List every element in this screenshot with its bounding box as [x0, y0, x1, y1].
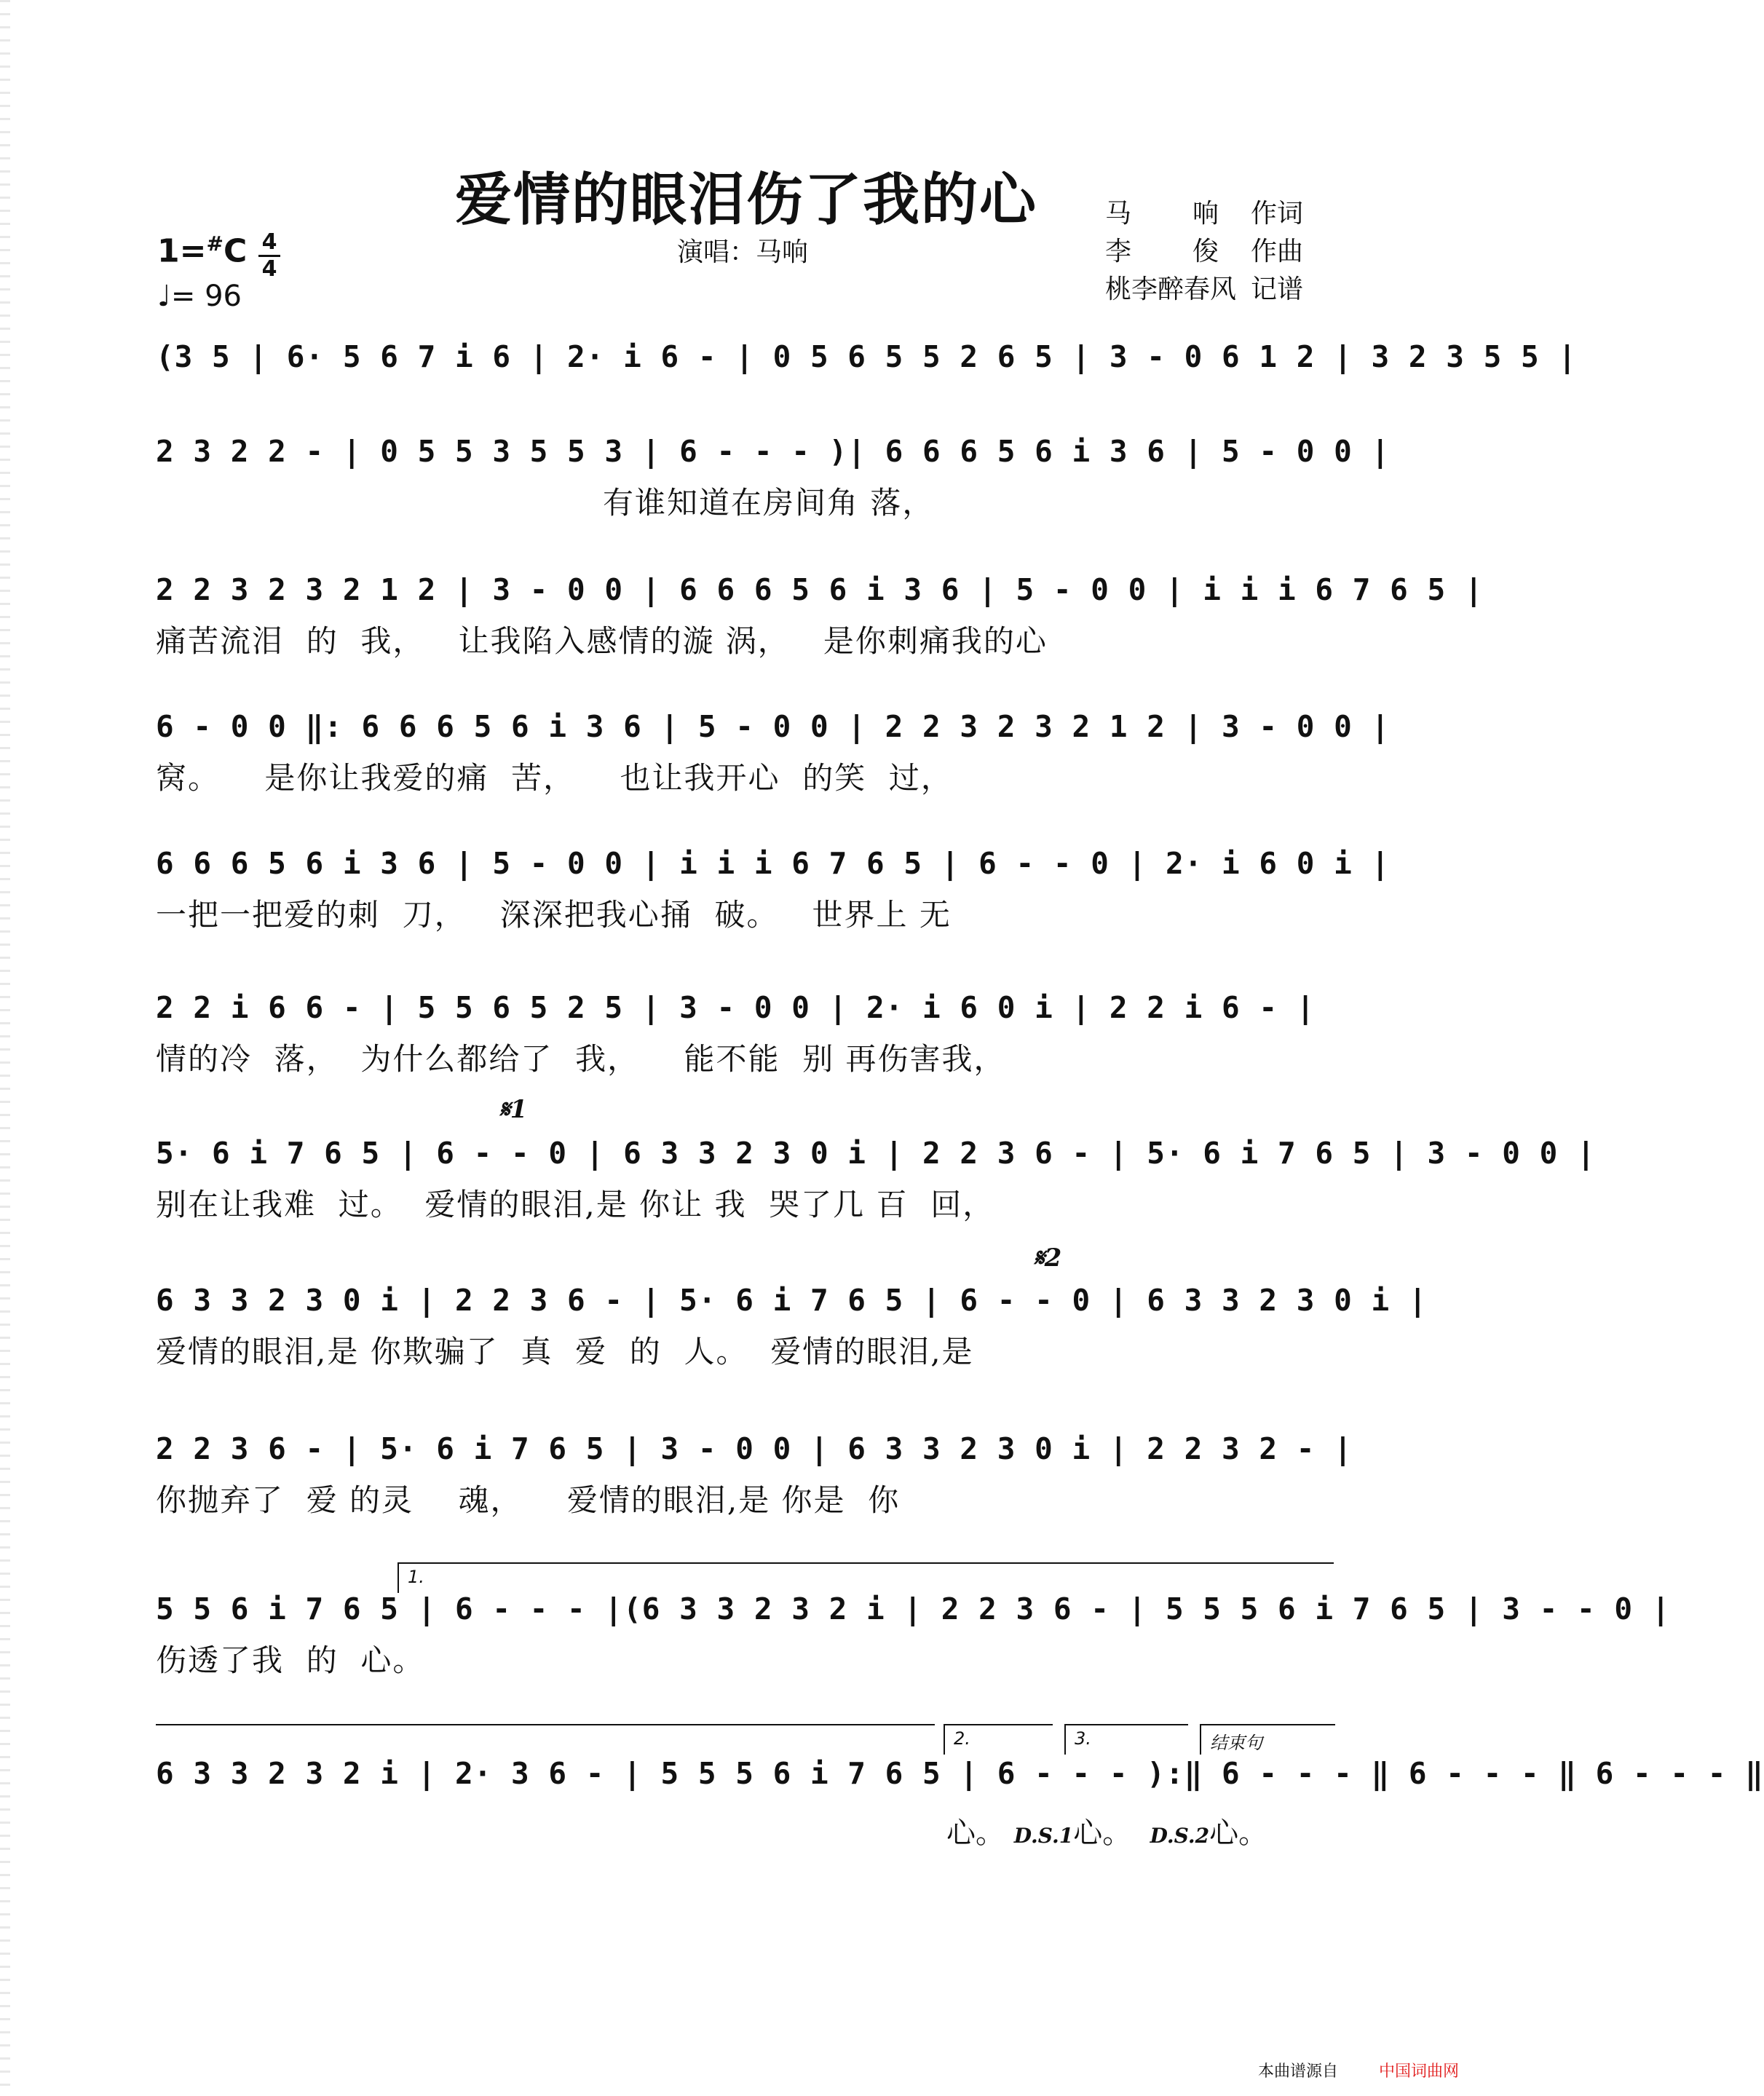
notation-line: 6 3 3 2 3 0 i | 2 2 3 6 - | 5· 6 i 7 6 5 | 6 - - 0 | 6 3 3 2 3 0 i |	[156, 1283, 1428, 1318]
ds1-mark: D.S.1	[1013, 1824, 1074, 1848]
notation-line: 2 2 i 6 6 - | 5 5 6 5 2 5 | 3 - 0 0 | 2· i 6 0 i | 2 2 i 6 - |	[156, 990, 1316, 1025]
lyric-line: 伤透了我 的 心。	[156, 1642, 425, 1678]
segno-1-mark: 𝄋1	[499, 1095, 528, 1124]
lyric-line: 有谁知道在房间角 落，	[156, 485, 935, 521]
volta-1-bracket: 1.	[398, 1562, 1334, 1593]
song-title: 爱情的眼泪伤了我的心	[454, 167, 1037, 233]
score-system-4	[156, 709, 1391, 798]
tempo-marking: ♩= 96	[157, 280, 242, 313]
credit-lyricist: 马 响 作词	[1105, 199, 1304, 229]
singer-label: 演唱：马响	[677, 237, 809, 267]
notation-line: 6 3 3 2 3 2 i | 2· 3 6 - | 5 5 5 6 i 7 6 5 | 6 - - - ):‖ 6 - - - ‖ 6 - - - ‖ 6 - - - ‖	[156, 1756, 1764, 1791]
volta-3-bracket: 3.	[1064, 1724, 1188, 1755]
score-system-6	[156, 990, 1342, 1079]
volta-1-continuation	[156, 1724, 935, 1725]
score-system-1	[156, 339, 1577, 374]
lyric-line: 一把一把爱的刺 刀， 深深把我心捅 破。 世界上 无	[156, 897, 952, 933]
score-system-10	[156, 1591, 1671, 1680]
site-link[interactable]: 中国词曲网	[1378, 2063, 1459, 2081]
segno-2-mark: 𝄋2	[1034, 1243, 1062, 1273]
notation-line: 2 3 2 2 - | 0 5 5 3 5 5 3 | 6 - - - )| 6 6 6 5 6 i 3 6 | 5 - 0 0 |	[156, 434, 1391, 469]
ds2-mark: D.S.2	[1150, 1824, 1210, 1848]
score-system-5	[156, 846, 1391, 935]
score-system-2	[156, 434, 1391, 523]
lyric-line: 你抛弃了 爱 的灵 魂， 爱情的眼泪,是 你是 你	[156, 1482, 901, 1518]
score-system-8	[156, 1283, 1428, 1372]
score-system-3	[156, 572, 1484, 661]
notation-line: 2 2 3 6 - | 5· 6 i 7 6 5 | 3 - 0 0 | 6 3 3 2 3 0 i | 2 2 3 2 - |	[156, 1431, 1353, 1466]
score-system-11	[156, 1756, 1764, 1791]
credits	[1105, 195, 1303, 309]
footer-source: 本曲谱源自 中国词曲网	[1257, 2063, 1459, 2081]
lyric-line: 痛苦流泪 的 我， 让我陷入感情的漩 涡， 是你刺痛我的心	[156, 623, 1048, 659]
key-signature: 1=#C	[157, 232, 248, 270]
ending-lyrics: 心。 D.S.1心。 D.S.2心。	[946, 1816, 1268, 1850]
margin-watermark-strip	[0, 0, 10, 2096]
lyric-line: 别在让我难 过。 爱情的眼泪,是 你让 我 哭了几 百 回，	[156, 1187, 995, 1222]
volta-2-bracket: 2.	[944, 1724, 1053, 1755]
notation-line: 5· 6 i 7 6 5 | 6 - - 0 | 6 3 3 2 3 0 i | 2 2 3 6 - | 5· 6 i 7 6 5 | 3 - 0 0 |	[156, 1136, 1596, 1171]
notation-line: 6 - 0 0 ‖: 6 6 6 5 6 i 3 6 | 5 - 0 0 | 2 2 3 2 3 2 1 2 | 3 - 0 0 |	[156, 709, 1391, 744]
lyric-line: 爱情的眼泪,是 你欺骗了 真 爱 的 人。 爱情的眼泪,是	[156, 1334, 974, 1369]
notation-line: 5 5 6 i 7 6 5 | 6 - - - |(6 3 3 2 3 2 i | 2 2 3 6 - | 5 5 5 6 i 7 6 5 | 3 - - 0 |	[156, 1591, 1671, 1626]
notation-line: 2 2 3 2 3 2 1 2 | 3 - 0 0 | 6 6 6 5 6 i 3 6 | 5 - 0 0 | i i i 6 7 6 5 |	[156, 572, 1484, 607]
notation-line: 6 6 6 5 6 i 3 6 | 5 - 0 0 | i i i 6 7 6 5 | 6 - - 0 | 2· i 6 0 i |	[156, 846, 1391, 881]
lyric-line: 情的冷 落， 为什么都给了 我， 能不能 别 再伤害我，	[156, 1041, 1006, 1077]
notation-line: (3 5 | 6· 5 6 7 i 6 | 2· i 6 - | 0 5 6 5 5 2 6 5 | 3 - 0 6 1 2 | 3 2 3 5 5 |	[156, 339, 1577, 374]
lyric-line: 窝。 是你让我爱的痛 苦， 也让我开心 的笑 过，	[156, 760, 953, 796]
time-signature: 4 4	[258, 232, 280, 280]
score-system-7	[156, 1136, 1596, 1225]
credit-composer: 李 俊 作曲	[1105, 237, 1304, 266]
coda-bracket: 结束句	[1200, 1724, 1335, 1755]
score-system-9	[156, 1431, 1353, 1520]
credit-transcriber: 桃李醉春风 记谱	[1105, 274, 1304, 304]
